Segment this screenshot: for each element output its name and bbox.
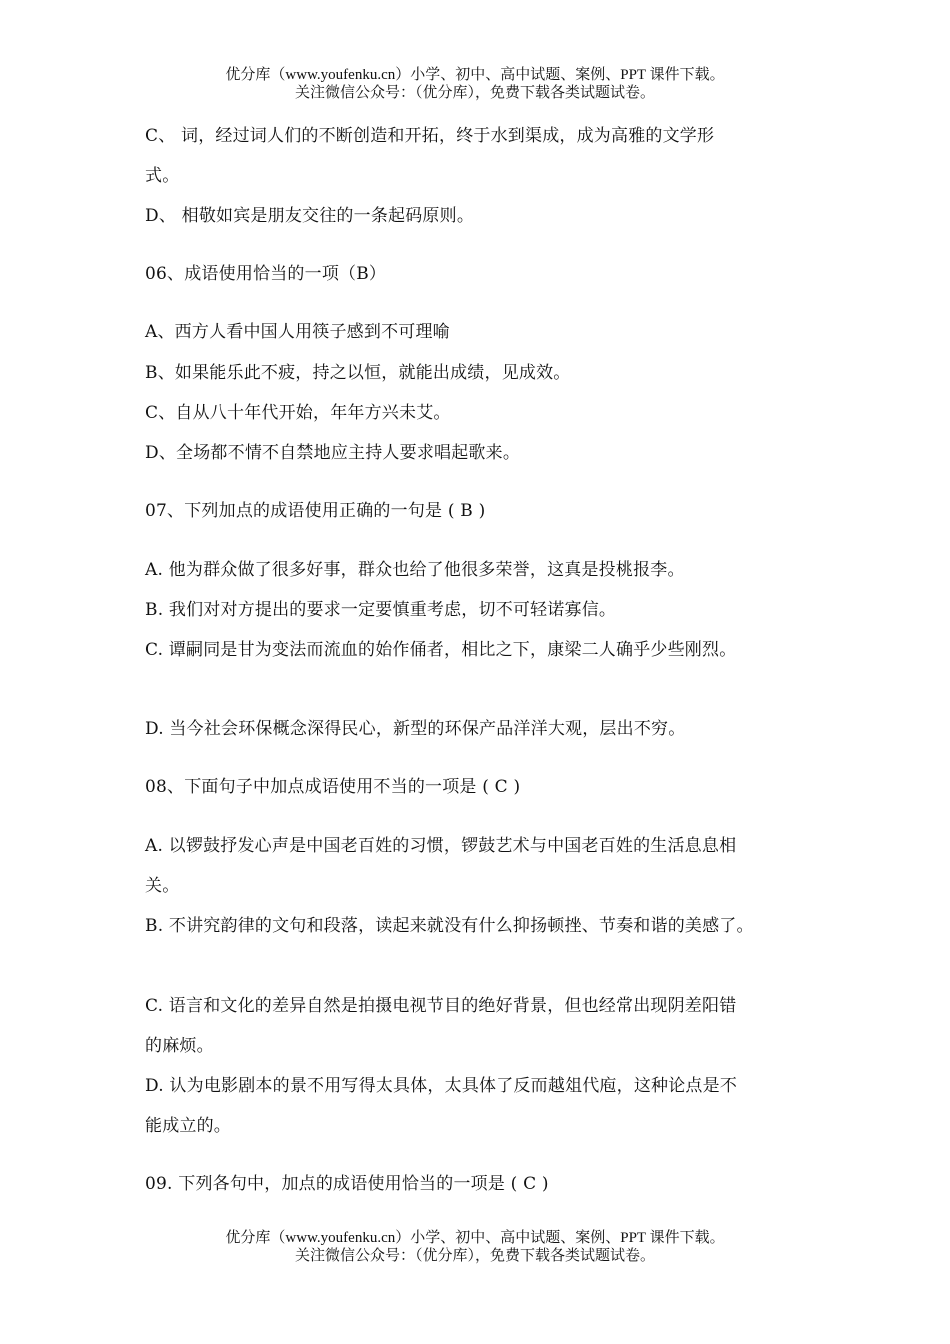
q07-option-b: B. 我们对对方提出的要求一定要慎重考虑，切不可轻诺寡信。 [145,600,617,620]
q09-question: 09. 下列各句中，加点的成语使用恰当的一项是 ( C ) [145,1174,549,1194]
q07-option-a: A. 他为群众做了很多好事，群众也给了他很多荣誉，这真是投桃报李。 [145,560,685,580]
q06-option-a: A、西方人看中国人用筷子感到不可理喻 [145,322,450,342]
q06-option-b: B、如果能乐此不疲，持之以恒，就能出成绩，见成效。 [145,363,571,383]
q08-option-a: A. 以锣鼓抒发心声是中国老百姓的习惯，锣鼓艺术与中国老百姓的生活息息相 [145,836,737,856]
footer-line-2: 关注微信公众号：（优分库），免费下载各类试题试卷。 [294,1248,655,1264]
q08-option-c: C. 语言和文化的差异自然是拍摄电视节目的绝好背景，但也经常出现阴差阳错 [145,996,737,1016]
q08-option-c-cont: 的麻烦。 [145,1036,214,1056]
q06-option-c: C、自从八十年代开始，年年方兴未艾。 [145,403,451,423]
q07-option-c: C. 谭嗣同是甘为变法而流血的始作俑者，相比之下，康梁二人确乎少些刚烈。 [145,640,737,660]
q08-option-a-cont: 关。 [145,876,180,896]
page-header [0,66,950,102]
q06-question: 06、成语使用恰当的一项（B） [145,264,387,284]
header-line-2: 关注微信公众号：（优分库），免费下载各类试题试卷。 [294,85,655,101]
footer-line-1: 优分库（www.youfenku.cn）小学、初中、高中试题、案例、PPT 课件下载。 [225,1230,725,1246]
header-line-1: 优分库（www.youfenku.cn）小学、初中、高中试题、案例、PPT 课件下载。 [225,67,725,83]
page-footer [0,1229,950,1265]
q08-question: 08、下面句子中加点成语使用不当的一项是 ( C ) [145,777,521,797]
q08-option-b: B. 不讲究韵律的文句和段落，读起来就没有什么抑扬顿挫、节奏和谐的美感了。 [145,916,754,936]
q06-option-d: D、全场都不情不自禁地应主持人要求唱起歌来。 [145,443,521,463]
q05-option-d: D、 相敬如宾是朋友交往的一条起码原则。 [145,206,475,226]
q07-option-d: D. 当今社会环保概念深得民心，新型的环保产品洋洋大观，层出不穷。 [145,719,686,739]
q05-option-c-cont: 式。 [145,166,180,186]
q05-option-c: C、 词，经过词人们的不断创造和开拓，终于水到渠成，成为高雅的文学形 [145,126,715,146]
q07-question: 07、下列加点的成语使用正确的一句是 ( B ) [145,501,486,521]
q08-option-d: D. 认为电影剧本的景不用写得太具体，太具体了反而越俎代庖，这种论点是不 [145,1076,738,1096]
q08-option-d-cont: 能成立的。 [145,1116,231,1136]
